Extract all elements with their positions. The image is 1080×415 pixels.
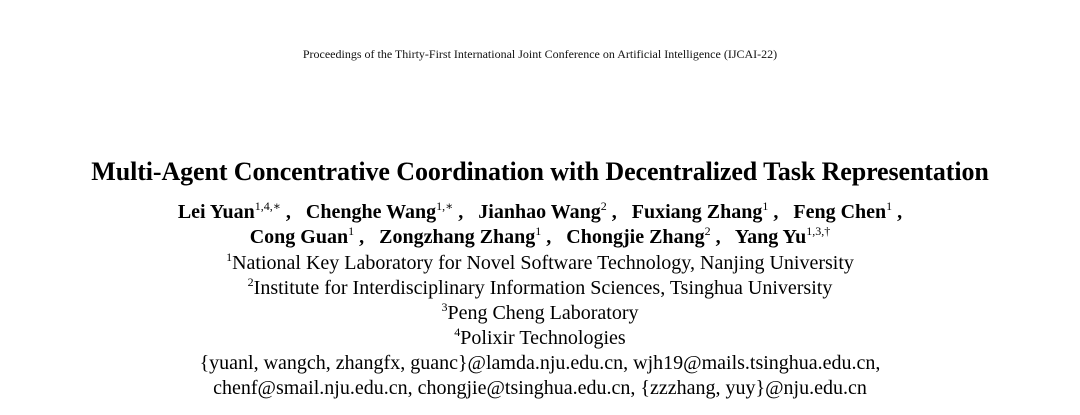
author-line-1 (0, 200, 1080, 225)
author-separator: , (354, 226, 375, 248)
affiliation-block (0, 251, 1080, 351)
affiliation-text: Institute for Interdisciplinary Information Sciences, Tsinghua University (253, 277, 833, 299)
affiliation-number: 4 (454, 325, 461, 339)
author-separator: , (710, 226, 731, 248)
email-line: {yuanl, wangch, zhangfx, guanc}@lamda.nju.edu.cn, wjh19@mails.tsinghua.edu.cn, (199, 352, 881, 374)
affiliation (0, 276, 1080, 301)
email-block (0, 351, 1080, 401)
author-name: Lei Yuan (177, 201, 255, 223)
author-separator: , (892, 201, 903, 223)
affiliation-text: Polixir Technologies (460, 327, 626, 349)
author (306, 201, 473, 223)
author-affil-marker: 1 (762, 199, 769, 213)
affiliation-text: Peng Cheng Laboratory (447, 302, 639, 324)
author-name: Chenghe Wang (305, 201, 437, 223)
author-name: Feng Chen (793, 201, 887, 223)
author-name: Zongzhang Zhang (379, 226, 536, 248)
author-line-2 (0, 225, 1080, 250)
affiliation (0, 301, 1080, 326)
affiliation (0, 251, 1080, 276)
author (250, 226, 374, 248)
author (793, 201, 902, 223)
author-name: Yang Yu (734, 226, 807, 248)
author-affil-marker: 1,3,† (806, 224, 831, 238)
affiliation-number: 1 (226, 250, 233, 264)
author-name: Jianhao Wang (478, 201, 601, 223)
author-affil-marker: 1,∗ (436, 199, 454, 213)
author-affil-marker: 1 (535, 224, 542, 238)
author (478, 201, 626, 223)
author-affil-marker: 2 (600, 199, 607, 213)
author-block (0, 200, 1080, 250)
affiliation-text: National Key Laboratory for Novel Software Technology, Nanjing University (232, 252, 854, 274)
author-affil-marker: 1,4,∗ (254, 199, 281, 213)
author (632, 201, 789, 223)
affiliation-number: 2 (247, 275, 254, 289)
author-separator: , (541, 226, 562, 248)
author-name: Chongjie Zhang (566, 226, 705, 248)
author (379, 226, 561, 248)
author (178, 201, 301, 223)
author (566, 226, 730, 248)
author-affil-marker: 1 (348, 224, 355, 238)
paper-title: Multi-Agent Concentrative Coordination with Decentralized Task Representation (91, 157, 989, 186)
author-separator: , (606, 201, 627, 223)
author-name: Fuxiang Zhang (631, 201, 763, 223)
author (735, 226, 830, 248)
author-separator: , (453, 201, 474, 223)
author-affil-marker: 1 (886, 199, 893, 213)
author-name: Cong Guan (249, 226, 349, 248)
proceedings-header: Proceedings of the Thirty-First International Joint Conference on Artificial Intelligence (IJCAI-22) (302, 47, 778, 61)
author-affil-marker: 2 (704, 224, 711, 238)
email-line: chenf@smail.nju.edu.cn, chongjie@tsinghua.edu.cn, {zzzhang, yuy}@nju.edu.cn (213, 377, 867, 399)
affiliation (0, 326, 1080, 351)
author-separator: , (280, 201, 301, 223)
affiliation-number: 3 (441, 300, 448, 314)
author-separator: , (768, 201, 789, 223)
